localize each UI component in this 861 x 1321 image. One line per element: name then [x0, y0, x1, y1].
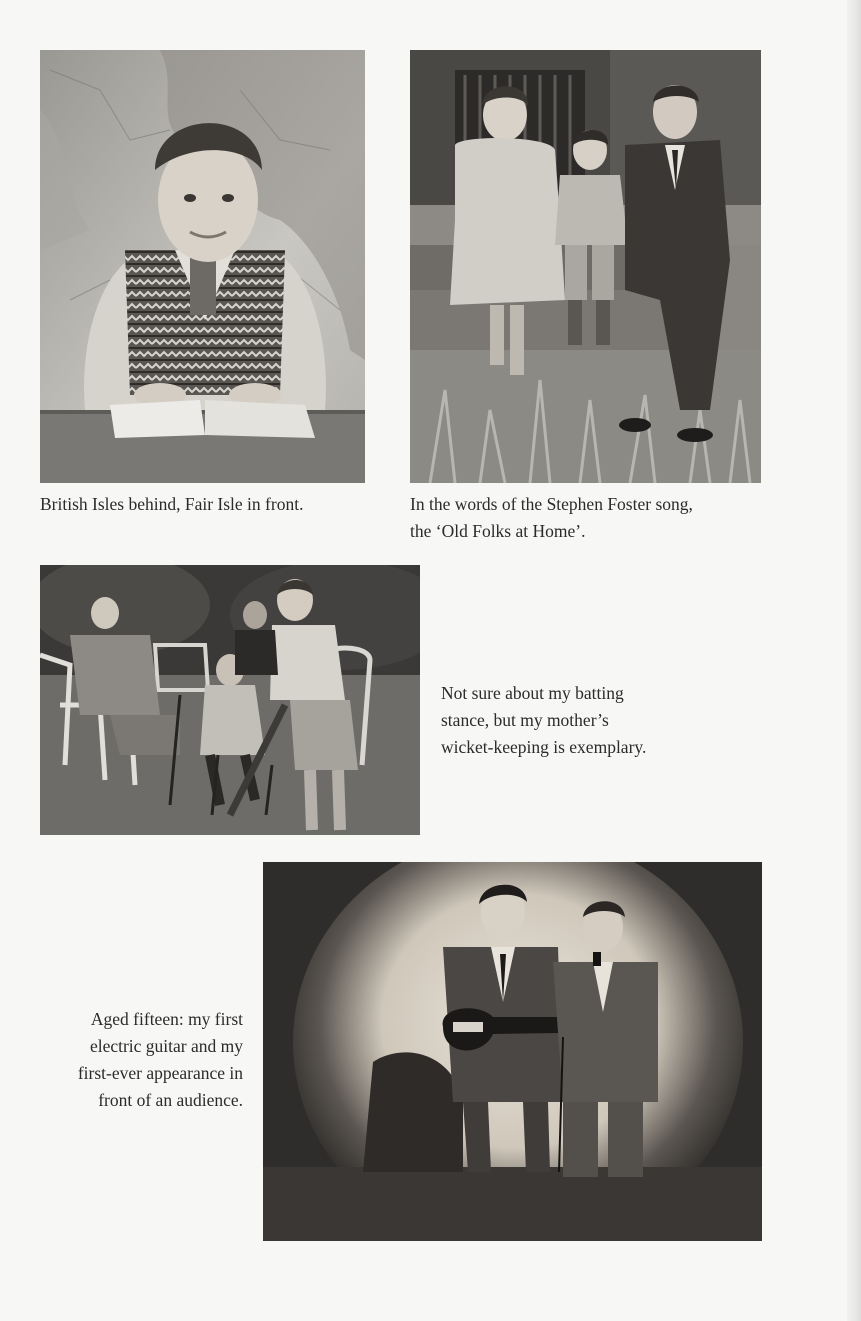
caption-line: Aged fifteen: my first	[90, 1009, 243, 1029]
caption-line: wicket-keeping is exemplary.	[441, 737, 647, 757]
caption-line: the ‘Old Folks at Home’.	[410, 521, 586, 541]
caption-line: British Isles behind, Fair Isle in front.	[40, 494, 304, 514]
band-photo	[263, 862, 762, 1241]
cricket-photo	[40, 565, 420, 835]
caption-line: Not sure about my batting	[441, 683, 624, 703]
page-edge	[847, 0, 861, 1321]
boy-portrait-caption	[40, 491, 303, 518]
cricket-caption	[441, 680, 646, 761]
caption-line: first-ever appearance in	[77, 1063, 243, 1083]
caption-line: electric guitar and my	[89, 1036, 243, 1056]
family-steps-caption	[410, 491, 693, 545]
caption-line: In the words of the Stephen Foster song,	[410, 494, 693, 514]
band-caption	[60, 1006, 243, 1114]
family-steps-photo	[410, 50, 761, 483]
boy-portrait-photo	[40, 50, 365, 483]
caption-line: front of an audience.	[98, 1090, 243, 1110]
caption-line: stance, but my mother’s	[441, 710, 609, 730]
